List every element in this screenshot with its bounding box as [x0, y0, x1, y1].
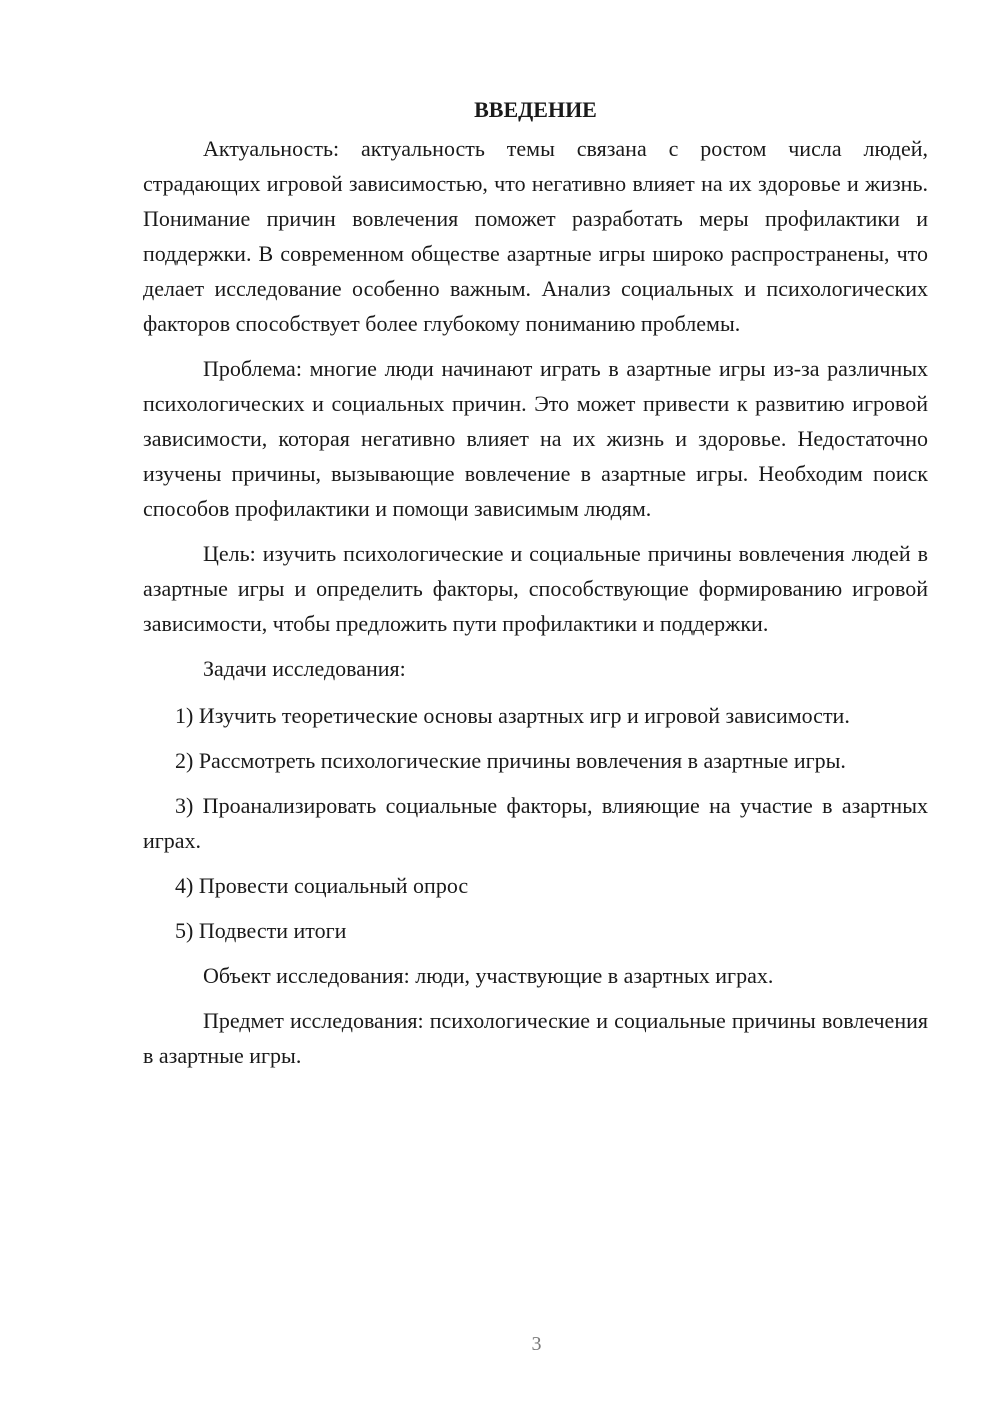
- task-item: 4) Провести социальный опрос: [175, 873, 469, 898]
- tasks-list: [143, 698, 928, 948]
- problem-paragraph: Проблема: многие люди начинают играть в азартные игры из-за различных психологических и социальных причин. Это может привести к развитию игровой зависимости, которая негативно влияет на их жизнь и здоровье. Недостаточно изучены причины, вызывающие вовлечение в азартные игры. Необходим поиск способов профилактики и помощи зависимым людям.: [143, 356, 928, 521]
- task-item: 5) Подвести итоги: [175, 918, 347, 943]
- relevance-paragraph: Актуальность: актуальность темы связана с ростом числа людей, страдающих игровой зависимостью, что негативно влияет на их здоровье и жизнь. Понимание причин вовлечения поможет разработать меры профилактики и поддержки. В современном обществе азартные игры широко распространены, что делает исследование особенно важным. Анализ социальных и психологических факторов способствует более глубокому пониманию проблемы.: [143, 136, 928, 336]
- task-item: 1) Изучить теоретические основы азартных игр и игровой зависимости.: [175, 703, 850, 728]
- task-item: 2) Рассмотреть психологические причины вовлечения в азартные игры.: [175, 748, 846, 773]
- document-page: [143, 92, 928, 1073]
- task-item: 3) Проанализировать социальные факторы, влияющие на участие в азартных играх.: [143, 793, 928, 853]
- goal-paragraph: Цель: изучить психологические и социальные причины вовлечения людей в азартные игры и определить факторы, способствующие формированию игровой зависимости, чтобы предложить пути профилактики и поддержки.: [143, 541, 928, 636]
- page-number: 3: [531, 1333, 542, 1355]
- tasks-heading: Задачи исследования:: [203, 656, 406, 681]
- section-title: ВВЕДЕНИЕ: [474, 97, 597, 122]
- object-paragraph: Объект исследования: люди, участвующие в азартных играх.: [203, 963, 774, 988]
- subject-paragraph: Предмет исследования: психологические и социальные причины вовлечения в азартные игры.: [143, 1008, 928, 1068]
